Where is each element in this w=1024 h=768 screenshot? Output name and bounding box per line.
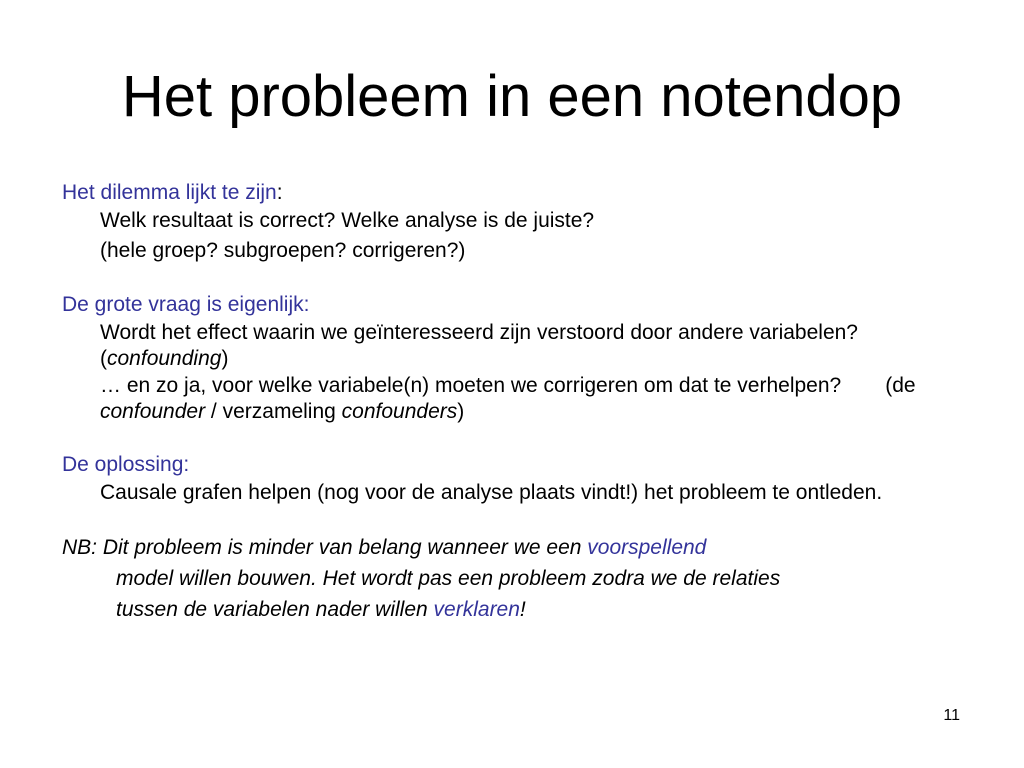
paren-open: ( <box>100 347 107 370</box>
paren-close: ) <box>221 347 229 370</box>
dilemma-heading-text: Het dilemma lijkt te zijn <box>62 181 277 204</box>
question-item-2-text: … en zo ja, voor welke variabele(n) moeten we corrigeren om dat te verhelpen? <box>100 374 842 397</box>
note-line-1-prefix: NB: Dit probleem is minder van belang wanneer we een <box>62 536 588 559</box>
note-line-1 <box>62 533 962 563</box>
dilemma-heading-colon: : <box>276 181 283 204</box>
slide-title: Het probleem in een notendop <box>121 64 903 129</box>
note-highlight-voorspellend: voorspellend <box>587 536 707 559</box>
item2-middle: / verzameling <box>205 400 342 423</box>
item2-suffix: ) <box>457 400 465 423</box>
question-item-1 <box>100 320 962 372</box>
section-question-heading: De grote vraag is eigenlijk: <box>62 293 310 316</box>
page-number: 11 <box>943 707 960 724</box>
slide-body <box>62 180 962 625</box>
item2-prefix: (de <box>885 374 916 397</box>
dilemma-line-1: Welk resultaat is correct? Welke analyse is de juiste? <box>100 209 595 232</box>
note-line-3-suffix: ! <box>519 598 526 621</box>
term-confounding: confounding <box>107 347 222 370</box>
note-highlight-verklaren: verklaren <box>433 598 520 621</box>
note-line-3 <box>116 594 962 625</box>
section-solution-heading: De oplossing: <box>62 453 190 476</box>
solution-line-1: Causale grafen helpen (nog voor de analyse plaats vindt!) het probleem te ontleden. <box>100 481 883 504</box>
term-confounders: confounders <box>341 400 458 423</box>
question-item-1-text: Wordt het effect waarin we geïnteresseerd zijn verstoord door andere variabelen? <box>100 321 858 344</box>
section-dilemma-heading <box>62 180 962 206</box>
spacer <box>62 268 962 292</box>
note-line-2: model willen bouwen. Het wordt pas een probleem zodra we de relaties <box>116 567 781 590</box>
dilemma-line-2: (hele groep? subgroepen? corrigeren?) <box>100 239 466 262</box>
spacer <box>62 429 962 452</box>
question-item-2 <box>100 373 962 425</box>
spacer <box>62 510 962 533</box>
note-line-3-prefix: tussen de variabelen nader willen <box>116 598 434 621</box>
term-confounder: confounder <box>100 400 206 423</box>
